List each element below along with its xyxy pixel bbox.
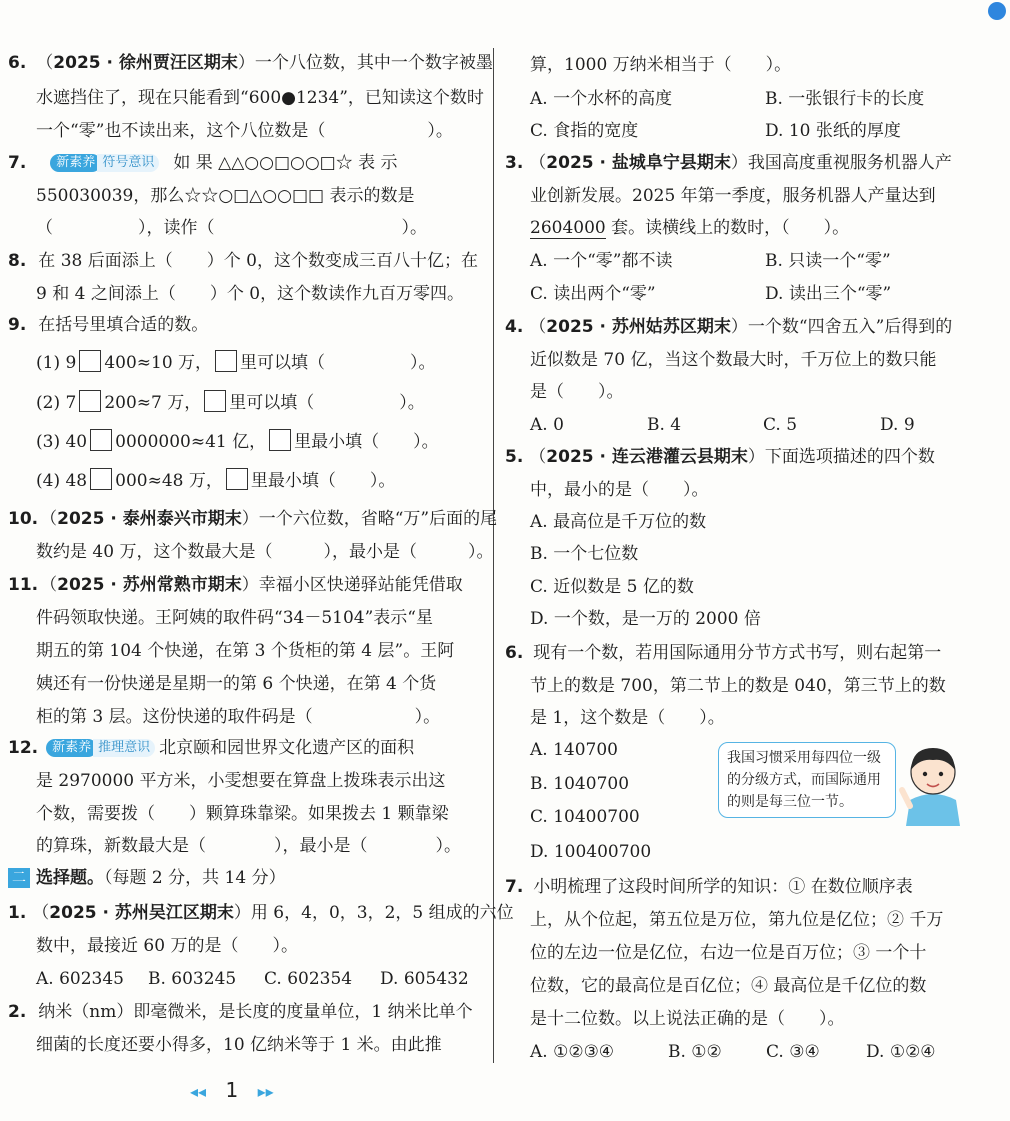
source-tag: 2025 · 苏州吴江区期末: [49, 903, 234, 923]
option[interactable]: D. 一个数，是一万的 2000 倍: [530, 609, 761, 629]
blank-box[interactable]: [204, 390, 226, 412]
blank-box[interactable]: [90, 429, 112, 451]
option[interactable]: B. 603245: [148, 969, 237, 989]
blank-box[interactable]: [215, 350, 237, 372]
option[interactable]: B. 只读一个“零”: [765, 251, 891, 271]
blank-box[interactable]: [90, 468, 112, 490]
option[interactable]: B. 1040700: [530, 774, 630, 794]
option[interactable]: D. 605432: [380, 969, 469, 989]
option[interactable]: D. ①②④: [866, 1042, 936, 1062]
corner-app-icon[interactable]: [988, 2, 1006, 20]
option[interactable]: C. ③④: [766, 1042, 820, 1062]
blank-box[interactable]: [79, 350, 101, 372]
option[interactable]: B. 4: [647, 415, 682, 435]
option[interactable]: C. 5: [763, 415, 798, 435]
option[interactable]: D. 9: [880, 415, 915, 435]
option[interactable]: B. ①②: [668, 1042, 722, 1062]
option[interactable]: C. 读出两个“零”: [530, 284, 656, 304]
q9-item-2: (2) 7 200≈7 万， 里可以填（ ）。: [36, 390, 425, 414]
option[interactable]: D. 10 张纸的厚度: [765, 121, 901, 141]
option[interactable]: B. 一张银行卡的长度: [765, 89, 925, 109]
q9-item-4: (4) 48 000≈48 万， 里最小填（ ）。: [36, 468, 395, 492]
option[interactable]: A. 602345: [36, 969, 124, 989]
option[interactable]: A. 140700: [530, 740, 618, 760]
literacy-subtag: 符号意识: [97, 154, 159, 172]
source-tag: 2025 · 盐城阜宁县期末: [546, 153, 731, 173]
blank-box[interactable]: [226, 468, 248, 490]
boy-illustration: [896, 740, 970, 826]
blank-box[interactable]: [79, 390, 101, 412]
section-2-header: 二 选择题。（每题 2 分，共 14 分）: [8, 867, 286, 889]
source-tag: 2025 · 连云港灌云县期末: [546, 447, 748, 467]
option[interactable]: A. 0: [530, 415, 564, 435]
q9-item-3: (3) 40 0000000≈41 亿， 里最小填（ ）。: [36, 429, 439, 453]
source-tag: 2025 · 苏州常熟市期末: [57, 575, 242, 595]
literacy-tag: 新素养: [46, 739, 97, 757]
q-number: 6.: [8, 53, 27, 73]
q-number: 7.: [8, 153, 27, 173]
hint-bubble: 我国习惯采用每四位一级的分级方式，而国际通用的则是每三位一节。: [718, 742, 896, 818]
option[interactable]: D. 读出三个“零”: [765, 284, 892, 304]
page-number: 1: [225, 1078, 239, 1102]
option[interactable]: A. 一个水杯的高度: [530, 89, 673, 109]
option[interactable]: B. 一个七位数: [530, 544, 639, 564]
option[interactable]: C. 10400700: [530, 807, 640, 827]
literacy-tag: 新素养: [50, 154, 101, 172]
option[interactable]: A. 最高位是千万位的数: [530, 512, 707, 532]
blank-box[interactable]: [269, 429, 291, 451]
prev-page-icon[interactable]: ◂◂: [190, 1082, 207, 1101]
option[interactable]: A. ①②③④: [530, 1042, 615, 1062]
option[interactable]: D. 100400700: [530, 842, 652, 862]
underlined-number: 2604000: [530, 218, 606, 238]
q9-item-1: (1) 9 400≈10 万， 里可以填（ ）。: [36, 350, 436, 374]
section-badge: 二: [8, 868, 30, 888]
option[interactable]: A. 一个“零”都不读: [530, 251, 673, 271]
page-footer: [190, 1078, 274, 1102]
option[interactable]: C. 602354: [264, 969, 353, 989]
source-tag: 2025 · 苏州姑苏区期末: [546, 317, 731, 337]
source-tag: 2025 · 徐州贾汪区期末: [53, 53, 238, 73]
option[interactable]: C. 近似数是 5 亿的数: [530, 577, 694, 597]
next-page-icon[interactable]: ▸▸: [257, 1082, 274, 1101]
option[interactable]: C. 食指的宽度: [530, 121, 639, 141]
literacy-subtag: 推理意识: [93, 739, 155, 757]
source-tag: 2025 · 泰州泰兴市期末: [57, 509, 242, 529]
